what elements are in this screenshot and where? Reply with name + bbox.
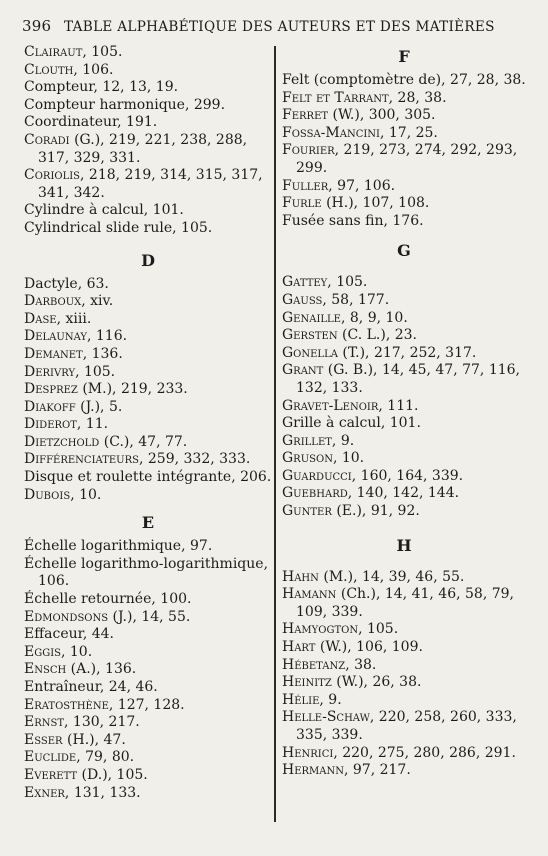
index-entry (24, 364, 272, 382)
entry-name: Ferret (282, 107, 329, 124)
entry-name: Échelle retournée (24, 591, 152, 608)
entry-name: Heinitz (282, 674, 332, 691)
entry-name: Genaille (282, 309, 341, 326)
index-entry (24, 416, 272, 434)
entry-refs: , 105. (75, 363, 116, 380)
entry-refs: (A.), 136. (66, 661, 137, 678)
entry-name: Coradi (24, 131, 70, 148)
entry-name: Felt et Tarrant (282, 89, 389, 106)
entry-refs: , 11. (76, 416, 109, 433)
entry-refs: (W.), 300, 305. (328, 107, 436, 124)
entry-name: Coriolis (24, 167, 81, 184)
index-entry (24, 276, 272, 294)
entry-name: Cylindre à calcul (24, 202, 144, 219)
entry-refs: (G.), 219, 221, 238, 288, 317, 329, 331. (38, 131, 248, 166)
entry-refs: (W.), 26, 38. (331, 674, 422, 691)
entry-name: Dactyle (24, 275, 78, 292)
entry-name: Edmondsons (24, 608, 109, 625)
left-column (24, 44, 272, 802)
entry-name: Fusée sans fin (282, 212, 384, 229)
entry-refs: , 220, 258, 260, 333, 335, 339. (296, 709, 517, 743)
right-column (282, 44, 526, 780)
entry-name: Grille à calcul (282, 415, 381, 432)
entry-refs: , 79, 80. (76, 749, 135, 766)
index-entry (282, 362, 526, 397)
entry-name: Derivry (24, 363, 76, 380)
entry-refs: , 191. (117, 114, 158, 131)
entry-refs: , 206. (231, 469, 272, 486)
entry-name: Diderot (24, 416, 77, 433)
index-entry (24, 785, 272, 803)
entry-name: Gersten (282, 327, 338, 344)
entry-name: Felt (comptomètre de) (282, 72, 442, 88)
index-entry (282, 485, 526, 503)
entry-refs: (M.), 219, 233. (77, 381, 188, 398)
index-entry (24, 311, 272, 329)
entry-name: Clairaut (24, 44, 83, 60)
entry-refs: , 10. (332, 450, 365, 467)
entry-refs: , 17, 25. (380, 124, 438, 141)
entry-refs: (W.), 106, 109. (315, 639, 423, 656)
entry-name: Helle-Schaw (282, 709, 370, 726)
index-entry (282, 745, 526, 763)
entry-name: Delaunay (24, 328, 87, 345)
index-entry (24, 62, 272, 80)
entry-name: Hamyogton (282, 621, 359, 638)
entry-refs: (J.), 14, 55. (108, 608, 191, 625)
index-entry (282, 274, 526, 292)
entry-name: Grillet (282, 432, 332, 449)
index-entry (24, 220, 272, 238)
entry-name: Henrici (282, 744, 334, 761)
entry-name: Disque et roulette intégrante (24, 469, 232, 486)
index-entry (282, 142, 526, 177)
letter-heading-h: H (396, 535, 412, 555)
index-entry (282, 503, 526, 521)
index-entry (282, 107, 526, 125)
index-entry (282, 90, 526, 108)
index-entry (24, 469, 272, 487)
index-entry (282, 674, 526, 692)
entry-refs: , 24, 46. (99, 679, 158, 695)
section-h (282, 569, 526, 780)
entry-name: Fourier (282, 142, 335, 159)
index-entry (24, 293, 272, 311)
index-entry (282, 468, 526, 486)
entry-refs: (T.), 217, 252, 317. (337, 344, 477, 361)
entry-refs: (E.), 91, 92. (331, 503, 420, 520)
index-entry (24, 114, 272, 132)
index-entry (282, 639, 526, 657)
entry-refs: , 28, 38. (388, 89, 447, 106)
entry-refs: (H.), 107, 108. (321, 195, 430, 212)
entry-name: Dubois (24, 486, 71, 503)
index-entry (24, 538, 272, 556)
index-entry (282, 433, 526, 451)
entry-name: Everett (24, 766, 78, 783)
entry-name: Grant (282, 362, 324, 379)
section-d (24, 276, 272, 505)
entry-refs: , 105. (327, 274, 368, 291)
entry-refs: , 12, 13, 19. (93, 79, 179, 96)
index-entry (282, 398, 526, 416)
entry-name: Compteur (24, 79, 94, 96)
index-entry (24, 381, 272, 399)
index-entry (24, 626, 272, 644)
index-entry (24, 609, 272, 627)
index-entry (24, 644, 272, 662)
index-entry (24, 44, 272, 62)
index-entry (24, 346, 272, 364)
index-entry (282, 586, 526, 621)
index-entry (282, 692, 526, 710)
entry-refs: , 106. (38, 555, 269, 590)
entry-refs: , 127, 128. (108, 696, 185, 713)
entry-name: Échelle logarithmo-logarithmique (24, 555, 264, 572)
section-c (24, 44, 272, 238)
index-entry (282, 195, 526, 213)
entry-name: Effaceur (24, 626, 83, 643)
index-entry (282, 621, 526, 639)
page-title: TABLE ALPHABÉTIQUE DES AUTEURS ET DES MATIÈRES (64, 19, 495, 35)
entry-refs: , 111. (378, 397, 419, 414)
index-entry (282, 125, 526, 143)
page-number: 396 (22, 17, 52, 35)
entry-name: Hermann (282, 762, 344, 779)
index-entry (282, 450, 526, 468)
entry-name: Gattey (282, 274, 328, 291)
entry-name: Hébetanz (282, 656, 346, 673)
entry-refs: (C.), 47, 77. (99, 433, 188, 450)
entry-refs: (G. B.), 14, 45, 47, 77, 116, 132, 133. (296, 362, 520, 396)
page-header (22, 17, 532, 35)
entry-name: Eratosthène (24, 696, 109, 713)
entry-refs: , 9. (319, 691, 342, 708)
index-entry (282, 178, 526, 196)
entry-name: Cylindrical slide rule (24, 219, 173, 236)
entry-name: Clouth (24, 61, 74, 78)
entry-name: Dietzchold (24, 433, 100, 450)
index-entry (282, 292, 526, 310)
index-entry (24, 399, 272, 417)
entry-name: Ensch (24, 661, 67, 678)
index-entry (282, 213, 526, 231)
index-entry (24, 132, 272, 167)
letter-heading-f: F (398, 47, 410, 66)
index-entry (24, 767, 272, 785)
entry-name: Hart (282, 639, 316, 656)
entry-name: Guebhard (282, 485, 348, 502)
entry-refs: (H.), 47. (62, 731, 126, 748)
entry-name: Gauss (282, 291, 323, 308)
letter-heading-d: D (141, 250, 155, 270)
entry-refs: , 105. (358, 621, 399, 638)
entry-refs: , 58, 177. (322, 291, 390, 308)
entry-refs: , 44. (82, 626, 114, 643)
entry-name: Eggis (24, 643, 61, 660)
entry-name: Coordinateur (24, 114, 118, 131)
entry-refs: , 299. (184, 96, 226, 113)
entry-refs: , 27, 28, 38. (441, 72, 526, 88)
entry-refs: , 219, 273, 274, 292, 293, 299. (296, 142, 518, 176)
index-entry (24, 79, 272, 97)
index-entry (282, 569, 526, 587)
entry-refs: (C. L.), 23. (337, 327, 417, 344)
entry-refs: (M.), 14, 39, 46, 55. (318, 568, 465, 585)
entry-refs: , 100. (151, 591, 192, 608)
index-entry (24, 661, 272, 679)
index-entry (24, 732, 272, 750)
index-entry (24, 328, 272, 346)
index-entry (282, 415, 526, 433)
index-entry (24, 749, 272, 767)
entry-name: Furle (282, 195, 322, 212)
entry-refs: , 140, 142, 144. (347, 485, 460, 502)
entry-refs: (Ch.), 14, 41, 46, 58, 79, 109, 339. (296, 586, 514, 620)
letter-heading-e: E (141, 513, 155, 533)
entry-refs: , 160, 164, 339. (351, 467, 464, 484)
entry-refs: , 220, 275, 280, 286, 291. (333, 744, 516, 761)
index-entry (282, 345, 526, 363)
entry-name: Échelle logarithmique (24, 538, 182, 555)
entry-refs: , 131, 133. (64, 784, 141, 801)
section-g (282, 274, 526, 520)
entry-name: Gonella (282, 344, 338, 361)
index-entry (24, 487, 272, 505)
index-entry (24, 451, 272, 469)
entry-refs: , 105. (82, 44, 123, 60)
entry-refs: , 136. (82, 345, 123, 362)
entry-name: Esser (24, 731, 63, 748)
entry-refs: , xiv. (81, 293, 114, 310)
entry-refs: , 97. (181, 538, 213, 555)
entry-refs: , xiii. (56, 310, 92, 327)
index-entry (282, 657, 526, 675)
entry-refs: , 259, 332, 333. (138, 451, 251, 468)
index-entry (24, 679, 272, 697)
entry-refs: , 97, 217. (344, 762, 411, 779)
entry-refs: (D.), 105. (77, 766, 148, 783)
entry-name: Demanet (24, 345, 83, 362)
index-entry (24, 202, 272, 220)
index-entry (24, 167, 272, 202)
entry-refs: , 176. (383, 212, 424, 229)
entry-refs: , 10. (70, 486, 102, 503)
index-entry (282, 327, 526, 345)
entry-name: Hélie (282, 691, 320, 708)
entry-name: Dase (24, 310, 57, 327)
entry-refs: , 116. (86, 328, 128, 345)
entry-name: Fuller (282, 177, 329, 194)
index-entry (24, 434, 272, 452)
index-entry (24, 697, 272, 715)
entry-refs: , 106. (73, 61, 114, 78)
entry-name: Diakoff (24, 398, 76, 415)
entry-refs: , 218, 219, 314, 315, 317, 341, 342. (38, 167, 263, 201)
entry-refs: , 9. (331, 432, 355, 449)
entry-name: Desprez (24, 381, 78, 398)
entry-name: Gruson (282, 450, 333, 467)
index-entry (282, 709, 526, 744)
entry-refs: (J.), 5. (75, 398, 123, 415)
section-e (24, 538, 272, 802)
index-entry (24, 556, 272, 591)
entry-name: Différenciateurs (24, 451, 139, 468)
entry-name: Guarducci (282, 467, 352, 484)
section-f (282, 72, 526, 230)
entry-refs: , 130, 217. (64, 714, 140, 731)
entry-refs: , 105. (172, 219, 213, 236)
index-entry (282, 762, 526, 780)
entry-refs: , 101. (380, 415, 421, 432)
entry-refs: , 101. (143, 202, 184, 219)
entry-name: Exner (24, 784, 65, 801)
entry-name: Hamann (282, 586, 337, 603)
entry-name: Hahn (282, 568, 319, 585)
entry-name: Ernst (24, 714, 65, 731)
index-entry (24, 97, 272, 115)
letter-heading-g: G (397, 241, 411, 261)
entry-name: Compteur harmonique (24, 96, 185, 113)
entry-name: Euclide (24, 749, 77, 766)
entry-refs: , 10. (61, 643, 93, 660)
entry-refs: , 8, 9, 10. (341, 309, 408, 326)
entry-name: Gravet-Lenoir (282, 397, 379, 414)
index-entry (24, 714, 272, 732)
entry-name: Gunter (282, 503, 332, 520)
entry-refs: , 97, 106. (328, 177, 396, 194)
index-entry (282, 72, 526, 90)
index-entry (282, 310, 526, 328)
entry-name: Fossa-Mancini (282, 124, 380, 141)
section-gap (24, 238, 272, 244)
entry-refs: , 38. (345, 656, 377, 673)
entry-name: Entraîneur (24, 679, 100, 695)
entry-refs: , 63. (77, 275, 109, 292)
entry-name: Darboux (24, 293, 82, 310)
column-divider (274, 46, 276, 822)
index-entry (24, 591, 272, 609)
